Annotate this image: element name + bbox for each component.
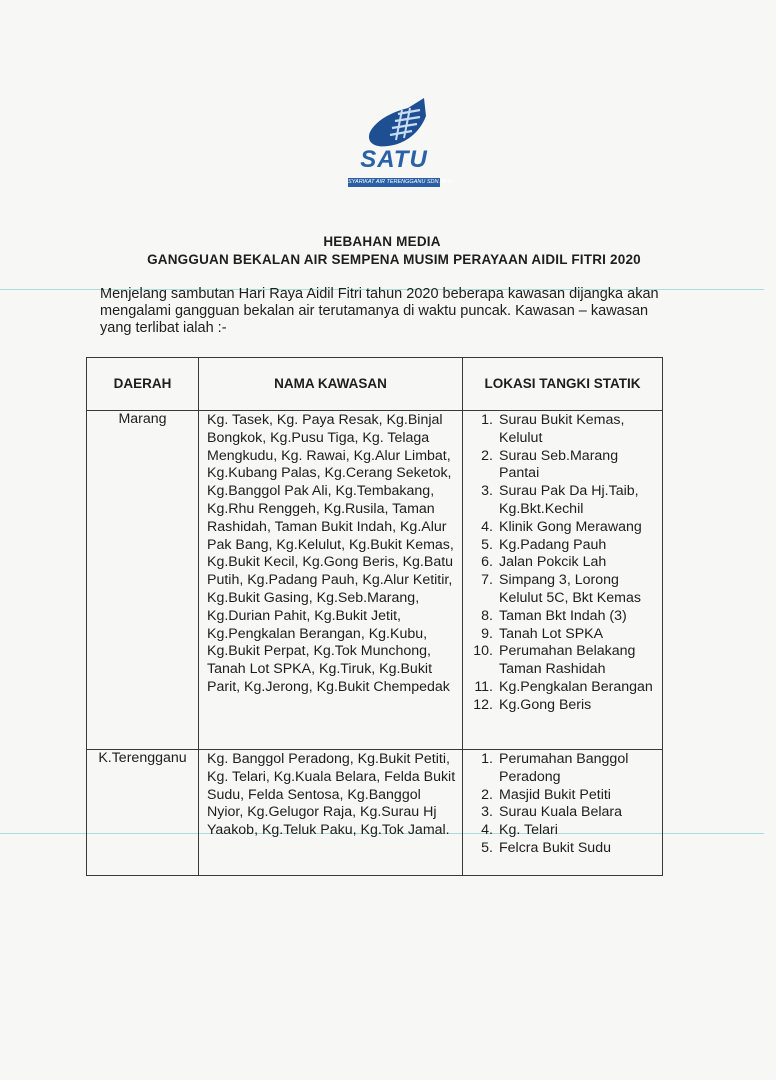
list-item: 6. Jalan Pokcik Lah xyxy=(481,554,607,571)
kawasan-cell: Kg. Tasek, Kg. Paya Resak, Kg.Binjal Bongkok, Kg.Pusu Tiga, Kg. Telaga Mengkudu, Kg. Rawai, Kg.Alur Limbat, Kg.Kubang Palas, Kg.Cerang Seketok, Kg.Banggol Pak Ali, Kg.Tembakang, Kg.Rhu Renggeh, Kg.Rusila, Taman Rashidah, Taman Bukit Indah, Kg.Alur Pak Bang, Kg.Kelulut, Kg.Bukit Kemas, Kg.Bukit Kecil, Kg.Gong Beris, Kg.Batu Putih, Kg.Padang Pauh, Kg.Alur Ketitir, Kg.Bukit Gasing, Kg.Seb.Marang, Kg.Durian Pahit, Kg.Bukit Jetit, Kg.Pengkalan Berangan, Kg.Kubu, Kg.Bukit Perpat, Kg.Tok Munchong, Tanah Lot SPKA, Kg.Tiruk, Kg.Bukit Parit, Kg.Jerong, Kg.Bukit Chempedak xyxy=(199,411,463,750)
list-item: 9. Tanah Lot SPKA xyxy=(481,625,604,642)
table-row-kterengganu xyxy=(87,750,663,876)
list-item: 5. Felcra Bukit Sudu xyxy=(481,839,611,856)
list-item: 8. Taman Bkt Indah (3) xyxy=(481,607,627,624)
page-subtitle: GANGGUAN BEKALAN AIR SEMPENA MUSIM PERAYAAN AIDIL FITRI 2020 xyxy=(147,252,641,267)
intro-paragraph: Menjelang sambutan Hari Raya Aidil Fitri tahun 2020 beberapa kawasan dijangka akan mengalami gangguan bekalan air terutamanya di waktu puncak. Kawasan – kawasan yang terlibat ialah :- xyxy=(100,286,659,336)
list-item: 3. Surau Kuala Belara xyxy=(481,804,623,821)
logo-company-name: SYARIKAT AIR TERENGGANU SDN. BHD. xyxy=(348,179,455,185)
satu-logo xyxy=(340,96,455,192)
daerah-cell: K.Terengganu xyxy=(87,750,199,876)
daerah-cell: Marang xyxy=(87,411,199,750)
list-item: 10. Perumahan Belakang Taman Rashidah xyxy=(473,643,636,678)
list-item: 1. Surau Bukit Kemas, Kelulut xyxy=(481,412,625,446)
header-lokasi-tangki: LOKASI TANGKI STATIK xyxy=(463,358,663,411)
header-daerah: DAERAH xyxy=(87,358,199,411)
kawasan-cell: Kg. Banggol Peradong, Kg.Bukit Petiti, Kg. Telari, Kg.Kuala Belara, Felda Bukit Sudu, Felda Sentosa, Kg.Banggol Nyior, Kg.Gelugor Raja, Kg.Surau Hj Yaakob, Kg.Teluk Paku, Kg.Tok Jamal. xyxy=(199,750,463,876)
water-drop-icon xyxy=(340,96,448,152)
list-item: 3. Surau Pak Da Hj.Taib, Kg.Bkt.Kechil xyxy=(481,483,639,517)
logo-wordmark: SATU xyxy=(360,146,428,173)
table-row-marang xyxy=(87,411,663,750)
lokasi-cell xyxy=(463,750,663,876)
list-item: 7. Simpang 3, Lorong Kelulut 5C, Bkt Kemas xyxy=(481,572,641,606)
table-header-row xyxy=(87,358,663,411)
lokasi-list xyxy=(467,751,660,858)
header-nama-kawasan: NAMA KAWASAN xyxy=(199,358,463,411)
list-item: 11. Kg.Pengkalan Berangan xyxy=(474,678,653,695)
lokasi-cell xyxy=(463,411,663,750)
list-item: 4. Kg. Telari xyxy=(481,822,558,839)
list-item: 4. Klinik Gong Merawang xyxy=(481,518,642,535)
affected-areas-table xyxy=(86,357,663,876)
list-item: 2. Masjid Bukit Petiti xyxy=(481,786,611,803)
list-item: 5. Kg.Padang Pauh xyxy=(481,536,607,553)
list-item: 12. Kg.Gong Beris xyxy=(473,696,592,713)
list-item: 1. Perumahan Banggol Peradong xyxy=(481,751,629,785)
list-item: 2. Surau Seb.Marang Pantai xyxy=(481,447,619,482)
page-title: HEBAHAN MEDIA xyxy=(323,234,441,249)
lokasi-list xyxy=(467,412,660,715)
